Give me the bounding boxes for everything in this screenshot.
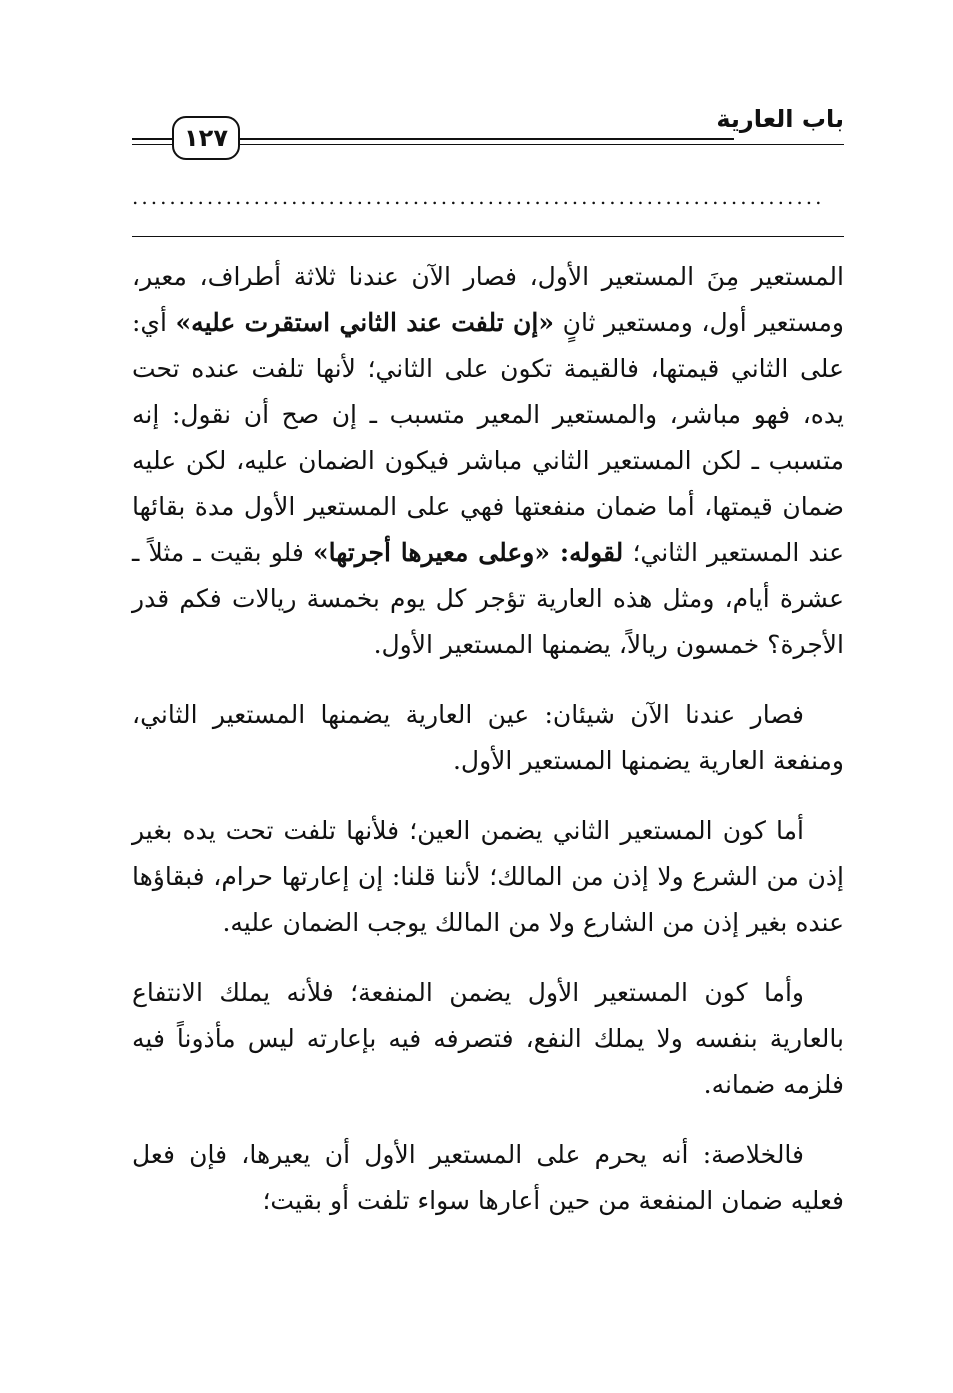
paragraph-2: فصار عندنا الآن شيئان: عين العارية يضمنها المستعير الثاني، ومنفعة العارية يضمنها المستعير الأول. [132,700,844,775]
page-number: ١٢٧ [172,116,240,160]
quoted-text-bold: لقوله: «وعلى معيرها أجرتها» [312,538,624,567]
separator-line [132,236,844,237]
header-rule-right-thin [240,144,844,145]
body-text [132,254,844,1248]
paragraph-3: أما كون المستعير الثاني يضمن العين؛ فلأنها تلفت تحت يده بغير إذن من الشرع ولا إذن من المالك؛ لأننا قلنا: إن إعارتها حرام، فبقاؤها عنده بغير إذن من الشارع ولا من المالك يوجب الضمان عليه. [132,816,844,937]
header-rule-left [132,138,172,140]
dot-leader: .......................................................................... [132,186,825,208]
paragraph-text: المستعير مِنَ المستعير الأول، فصار الآن عندنا ثلاثة أطراف، معير، ومستعير أول، ومستعير ثانٍ [132,262,844,337]
running-header [132,100,844,160]
header-rule-left-thin [132,144,172,145]
quoted-text-bold: «إن تلفت عند الثاني استقرت عليه» [175,308,554,337]
chapter-title: باب العارية [716,105,844,133]
paragraph-text: فلو بقيت ـ مثلاً ـ عشرة أيام، ومثل هذه العارية تؤجر كل يوم بخمسة ريالات فكم قدر الأجرة؟ خمسون ريالاً، يضمنها المستعير الأول. [132,538,844,659]
paragraph-1 [132,254,844,668]
paragraph-4: وأما كون المستعير الأول يضمن المنفعة؛ فلأنه يملك الانتفاع بالعارية بنفسه ولا يملك النفع، فتصرفه فيه بإعارته ليس مأذوناً فيه فلزمه ضمانه. [132,978,844,1099]
header-rule-right [240,138,734,140]
paragraph-5: فالخلاصة: أنه يحرم على المستعير الأول أن يعيرها، فإن فعل فعليه ضمان المنفعة من حين أعارها سواء تلفت أو بقيت؛ [132,1140,844,1215]
paragraph-text: أي: على الثاني قيمتها، فالقيمة تكون على الثاني؛ لأنها تلفت عنده تحت يده، فهو مباشر، والمستعير المعير متسبب ـ إن صح أن نقول: إنه متسبب ـ لكن المستعير الثاني مباشر فيكون الضمان عليه، لكن عليه ضمان قيمتها، أما ضمان منفعتها فهي على المستعير الأول مدة بقائها عند المستعير الثاني؛ [132,308,845,567]
